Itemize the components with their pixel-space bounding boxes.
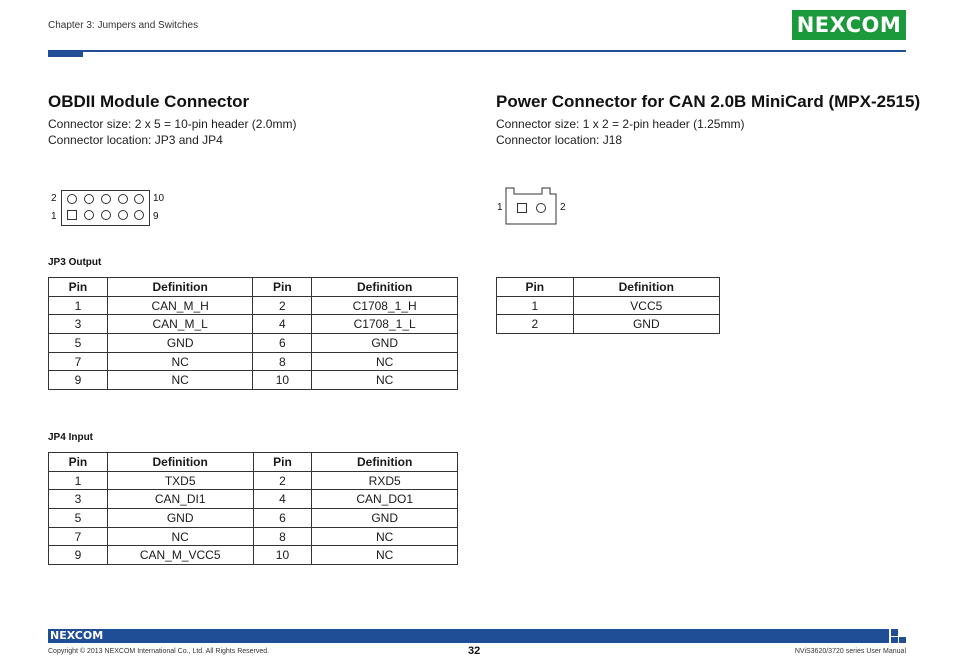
table-cell: 8 bbox=[253, 527, 312, 546]
jp3-table bbox=[48, 277, 458, 390]
power-pin-2 bbox=[536, 203, 546, 213]
table-row bbox=[49, 471, 458, 490]
col-header: Definition bbox=[107, 453, 253, 472]
table-cell: 7 bbox=[49, 527, 108, 546]
footer-bar bbox=[48, 629, 889, 643]
table-cell: 2 bbox=[497, 315, 574, 334]
pin-7 bbox=[118, 210, 128, 220]
table-row bbox=[49, 527, 458, 546]
chapter-title: Chapter 3: Jumpers and Switches bbox=[48, 20, 199, 31]
table-cell: CAN_DO1 bbox=[312, 490, 458, 509]
jp4-label: JP4 Input bbox=[48, 432, 94, 443]
table-row bbox=[49, 509, 458, 528]
table-cell: RXD5 bbox=[312, 471, 458, 490]
col-header: Definition bbox=[573, 278, 719, 297]
table-row bbox=[49, 546, 458, 565]
header-tab bbox=[48, 50, 83, 57]
table-cell: C1708_1_L bbox=[312, 315, 458, 334]
two-pin-connector-outline bbox=[500, 184, 562, 228]
table-cell: NC bbox=[312, 546, 458, 565]
col-header: Pin bbox=[49, 453, 108, 472]
pin-10 bbox=[134, 194, 144, 204]
table-cell: NC bbox=[107, 527, 253, 546]
table-row bbox=[497, 315, 720, 334]
power-table bbox=[496, 277, 720, 334]
table-cell: C1708_1_H bbox=[312, 296, 458, 315]
table-cell: NC bbox=[312, 352, 458, 371]
table-cell: 3 bbox=[49, 490, 108, 509]
header-rule bbox=[48, 50, 906, 52]
table-cell: CAN_M_L bbox=[107, 315, 253, 334]
col-header: Definition bbox=[312, 278, 458, 297]
table-cell: 5 bbox=[49, 334, 108, 353]
table-row bbox=[49, 352, 458, 371]
footer-square bbox=[891, 637, 898, 643]
power-pin-1 bbox=[517, 203, 527, 213]
power-pin-label-1: 1 bbox=[497, 202, 503, 213]
pin-label-9: 9 bbox=[153, 211, 159, 222]
table-cell: 1 bbox=[49, 471, 108, 490]
col-header: Pin bbox=[253, 453, 312, 472]
power-pin-label-2: 2 bbox=[560, 202, 566, 213]
table-cell: TXD5 bbox=[107, 471, 253, 490]
table-row bbox=[497, 296, 720, 315]
table-cell: 4 bbox=[253, 490, 312, 509]
pin-label-2: 2 bbox=[51, 193, 57, 204]
power-size: Connector size: 1 x 2 = 2-pin header (1.25mm) bbox=[496, 117, 745, 131]
table-cell: 9 bbox=[49, 546, 108, 565]
jp4-table bbox=[48, 452, 458, 565]
pin-2 bbox=[67, 194, 77, 204]
table-cell: 5 bbox=[49, 509, 108, 528]
table-cell: 9 bbox=[49, 371, 108, 390]
table-cell: NC bbox=[312, 527, 458, 546]
col-header: Pin bbox=[497, 278, 574, 297]
page-number: 32 bbox=[468, 645, 481, 657]
power-title: Power Connector for CAN 2.0B MiniCard (MPX-2515) bbox=[496, 92, 921, 111]
pin-3 bbox=[84, 210, 94, 220]
table-cell: NC bbox=[107, 371, 253, 390]
table-cell: 10 bbox=[253, 546, 312, 565]
footer-logo: NEXCOM bbox=[50, 629, 104, 642]
table-cell: 8 bbox=[253, 352, 312, 371]
table-cell: CAN_M_H bbox=[107, 296, 253, 315]
pin-1 bbox=[67, 210, 77, 220]
table-cell: GND bbox=[107, 509, 253, 528]
table-cell: 2 bbox=[253, 296, 312, 315]
obdii-location: Connector location: JP3 and JP4 bbox=[48, 133, 223, 147]
footer-square bbox=[899, 637, 906, 643]
table-cell: 6 bbox=[253, 334, 312, 353]
nexcom-logo bbox=[792, 10, 906, 40]
col-header: Pin bbox=[253, 278, 312, 297]
table-header-row bbox=[49, 453, 458, 472]
table-row bbox=[49, 296, 458, 315]
table-cell: GND bbox=[107, 334, 253, 353]
table-cell: 6 bbox=[253, 509, 312, 528]
table-row bbox=[49, 490, 458, 509]
table-cell: 3 bbox=[49, 315, 108, 334]
table-row bbox=[49, 334, 458, 353]
pin-8 bbox=[118, 194, 128, 204]
col-header: Pin bbox=[49, 278, 108, 297]
table-cell: 2 bbox=[253, 471, 312, 490]
obdii-size: Connector size: 2 x 5 = 10-pin header (2.0mm) bbox=[48, 117, 297, 131]
pin-9 bbox=[134, 210, 144, 220]
copyright-text: Copyright © 2013 NEXCOM International Co., Ltd. All Rights Reserved. bbox=[48, 648, 270, 655]
logo-text: NEXCOM bbox=[796, 13, 902, 37]
power-location: Connector location: J18 bbox=[496, 133, 623, 147]
table-header-row bbox=[49, 278, 458, 297]
table-header-row bbox=[497, 278, 720, 297]
pin-4 bbox=[84, 194, 94, 204]
table-cell: GND bbox=[312, 509, 458, 528]
table-cell: 4 bbox=[253, 315, 312, 334]
footer-square bbox=[891, 629, 898, 636]
pin-5 bbox=[101, 210, 111, 220]
jp3-label: JP3 Output bbox=[48, 257, 102, 268]
table-row bbox=[49, 371, 458, 390]
manual-title: NViS3620/3720 series User Manual bbox=[794, 648, 906, 655]
table-cell: 1 bbox=[497, 296, 574, 315]
table-cell: 7 bbox=[49, 352, 108, 371]
col-header: Definition bbox=[312, 453, 458, 472]
table-cell: CAN_M_VCC5 bbox=[107, 546, 253, 565]
table-cell: GND bbox=[312, 334, 458, 353]
pin-label-10: 10 bbox=[153, 193, 165, 204]
pin-6 bbox=[101, 194, 111, 204]
table-row bbox=[49, 315, 458, 334]
table-cell: NC bbox=[312, 371, 458, 390]
table-cell: GND bbox=[573, 315, 719, 334]
table-cell: VCC5 bbox=[573, 296, 719, 315]
table-cell: 1 bbox=[49, 296, 108, 315]
pin-label-1: 1 bbox=[51, 211, 57, 222]
obdii-title: OBDII Module Connector bbox=[48, 92, 250, 111]
table-cell: 10 bbox=[253, 371, 312, 390]
col-header: Definition bbox=[107, 278, 253, 297]
table-cell: NC bbox=[107, 352, 253, 371]
table-cell: CAN_DI1 bbox=[107, 490, 253, 509]
